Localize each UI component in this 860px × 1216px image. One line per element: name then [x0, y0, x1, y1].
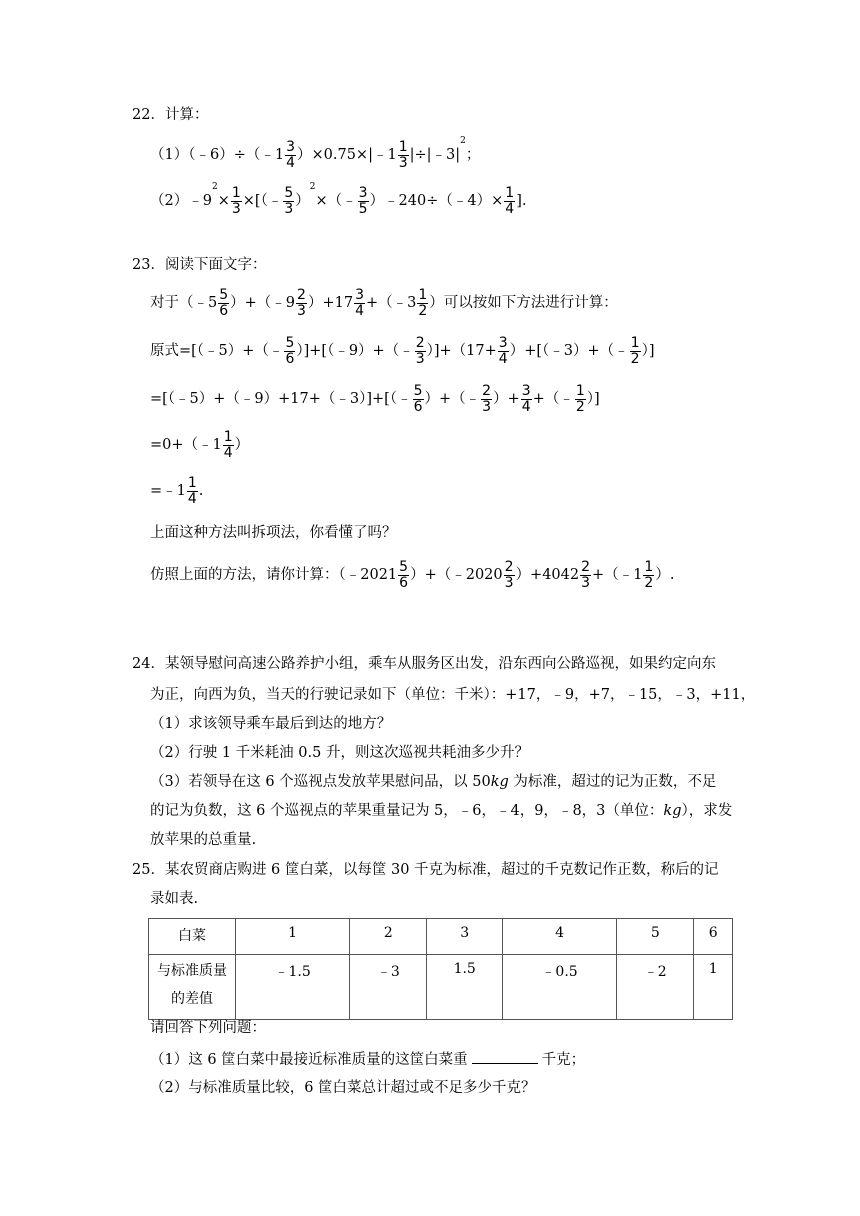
fraction: $\frac{3}{5}$: [358, 185, 368, 217]
row-label: 与标准质量: [157, 963, 227, 979]
fraction: $\frac{5}{6}$: [219, 287, 229, 319]
fraction: $\frac{1}{4}$: [187, 475, 197, 507]
table-cell: [149, 955, 236, 1020]
text: 原式=[（﹣5）+（﹣: [150, 343, 284, 360]
q22-heading: 22．计算：: [132, 107, 209, 123]
text: 千克；: [541, 1052, 586, 1068]
q23-line1: [150, 288, 618, 318]
q23-line3: [150, 384, 600, 414]
table-cell: ﹣1.5: [236, 955, 350, 1020]
q25-part2: （2）与标准质量比较，6 筐白菜总计超过或不足多少千克？: [150, 1080, 536, 1096]
text: =﹣1: [150, 483, 186, 500]
text: ）]: [641, 343, 655, 360]
row-label: 的差值: [171, 991, 213, 1007]
text: ）×0.75×|﹣1: [297, 147, 397, 164]
cabbage-table: [148, 918, 733, 1020]
table-cell: 1.5: [427, 955, 502, 1020]
unit-kg: kg: [663, 803, 682, 819]
text: +（﹣1: [592, 567, 643, 584]
fraction: $\frac{1}{2}$: [418, 287, 428, 319]
table-cell: 1: [694, 955, 733, 1020]
fraction: $\frac{5}{6}$: [413, 383, 423, 415]
fraction: $\frac{1}{4}$: [505, 185, 515, 217]
fraction: $\frac{2}{3}$: [504, 559, 514, 591]
q24-part3: [150, 775, 716, 790]
table-cell: ﹣2: [617, 955, 694, 1020]
text: ），求发: [681, 803, 733, 819]
text: |÷|﹣3|: [409, 147, 461, 164]
text: +（﹣3: [365, 295, 417, 312]
text: （1）这 6 筐白菜中最接近标准质量的这筐白菜重: [150, 1052, 468, 1068]
fraction: $\frac{1}{3}$: [398, 139, 408, 171]
q25-prompt: 请回答下列问题：: [150, 1020, 266, 1036]
q25-part1: [150, 1051, 585, 1068]
text: ）]+[（﹣9）+（﹣: [296, 343, 414, 360]
table-cell: 白菜: [149, 919, 236, 955]
text: ）+（﹣9: [230, 295, 296, 312]
text: ）: [295, 193, 310, 210]
text: ）+（﹣2020: [410, 567, 503, 584]
fraction: $\frac{3}{4}$: [286, 139, 295, 171]
fraction: $\frac{1}{4}$: [223, 429, 233, 461]
text: ）: [234, 437, 250, 454]
fraction: $\frac{1}{2}$: [644, 559, 654, 591]
q24-part3-end: 放苹果的总重量.: [150, 832, 257, 848]
text: ）+4042: [515, 567, 580, 584]
q25-line2: 录如表.: [150, 891, 199, 907]
text: +（﹣: [532, 391, 574, 408]
table-cell: ﹣3: [350, 955, 427, 1020]
unit-kg: kg: [490, 774, 509, 790]
table-cell: 5: [617, 919, 694, 955]
text: （1）（﹣6）÷（﹣1: [150, 147, 285, 164]
q23-line2: [150, 336, 655, 366]
q23-heading: 23．阅读下面文字：: [132, 257, 267, 273]
fraction: $\frac{2}{3}$: [581, 559, 591, 591]
table-cell: 6: [694, 919, 733, 955]
fraction: $\frac{3}{4}$: [498, 335, 508, 367]
q25-line1: 25．某农贸商店购进 6 筐白菜，以每筐 30 千克为标准，超过的千克数记作正数，称后的记: [132, 862, 719, 878]
text: ）]: [586, 391, 600, 408]
text: ）+（﹣: [424, 391, 481, 408]
text: ）]+（17+: [426, 343, 497, 360]
table-row: [149, 919, 733, 955]
table-cell: 2: [350, 919, 427, 955]
q23-line4: [150, 430, 249, 460]
fraction: $\frac{1}{2}$: [630, 335, 640, 367]
text: ×（﹣: [315, 193, 357, 210]
text: 仿照上面的方法，请你计算：（﹣2021: [150, 567, 398, 584]
fraction: $\frac{1}{2}$: [575, 383, 585, 415]
fraction: $\frac{3}{4}$: [355, 287, 364, 319]
q24-part2: （2）行驶 1 千米耗油 0.5 升，则这次巡视共耗油多少升？: [150, 745, 529, 761]
fraction: $\frac{2}{3}$: [297, 287, 306, 319]
text: 为标准，超过的记为正数，不足: [508, 774, 717, 790]
q24-part3-cont: [150, 804, 732, 819]
exponent: 2: [211, 182, 218, 192]
text: ）可以按如下方法进行计算：: [429, 295, 618, 312]
text: ）﹣240÷（﹣4）×: [369, 193, 504, 210]
text: 对于（﹣5: [150, 295, 218, 312]
exponent: 2: [460, 136, 466, 146]
text: ].: [516, 193, 527, 210]
text: ）.: [655, 567, 675, 584]
text: （3）若领导在这 6 个巡视点发放苹果慰问品，以 50: [150, 774, 491, 790]
q22-part2: [150, 182, 527, 217]
fraction: $\frac{5}{3}$: [284, 185, 294, 217]
text: 的记为负数，这 6 个巡视点的苹果重量记为 5，﹣6，﹣4，9，﹣8，3（单位：: [150, 803, 664, 819]
fraction: $\frac{5}{6}$: [399, 559, 409, 591]
table-row: [149, 955, 733, 1020]
text: ×: [217, 193, 230, 210]
fraction: $\frac{3}{4}$: [521, 383, 531, 415]
q24-line2: 为正，向西为负，当天的行驶记录如下（单位：千米）：+17，﹣9，+7，﹣15，﹣3，+11，: [150, 687, 756, 703]
fraction: $\frac{1}{3}$: [231, 185, 241, 217]
text: （2）﹣9: [150, 193, 212, 210]
q22-part1: [150, 136, 481, 171]
q24-line1: 24．某领导慰问高速公路养护小组，乘车从服务区出发，沿东西向公路巡视，如果约定向东: [132, 656, 716, 672]
text: =0+（﹣1: [150, 437, 222, 454]
table-cell: ﹣0.5: [502, 955, 616, 1020]
answer-blank[interactable]: [472, 1051, 538, 1064]
fraction: $\frac{5}{6}$: [285, 335, 295, 367]
text: .: [198, 483, 204, 500]
q24-part1: （1）求该领导乘车最后到达的地方？: [150, 716, 392, 732]
table-cell: 3: [427, 919, 502, 955]
text: =[（﹣5）+（﹣9）+17+（﹣3）]+[（﹣: [150, 391, 412, 408]
q23-line6: 上面这种方法叫拆项法，你看懂了吗？: [150, 525, 397, 541]
text: ；: [465, 147, 481, 164]
table-cell: 1: [236, 919, 350, 955]
text: ×[（﹣: [242, 193, 283, 210]
fraction: $\frac{2}{3}$: [415, 335, 425, 367]
text: ）+[（﹣3）+（﹣: [509, 343, 629, 360]
q23-line7: [150, 560, 674, 590]
fraction: $\frac{2}{3}$: [482, 383, 492, 415]
q23-line5: [150, 476, 203, 506]
table-cell: 4: [502, 919, 616, 955]
text: ）+: [493, 391, 520, 408]
text: ）+17: [307, 295, 354, 312]
exponent: 2: [309, 182, 316, 192]
